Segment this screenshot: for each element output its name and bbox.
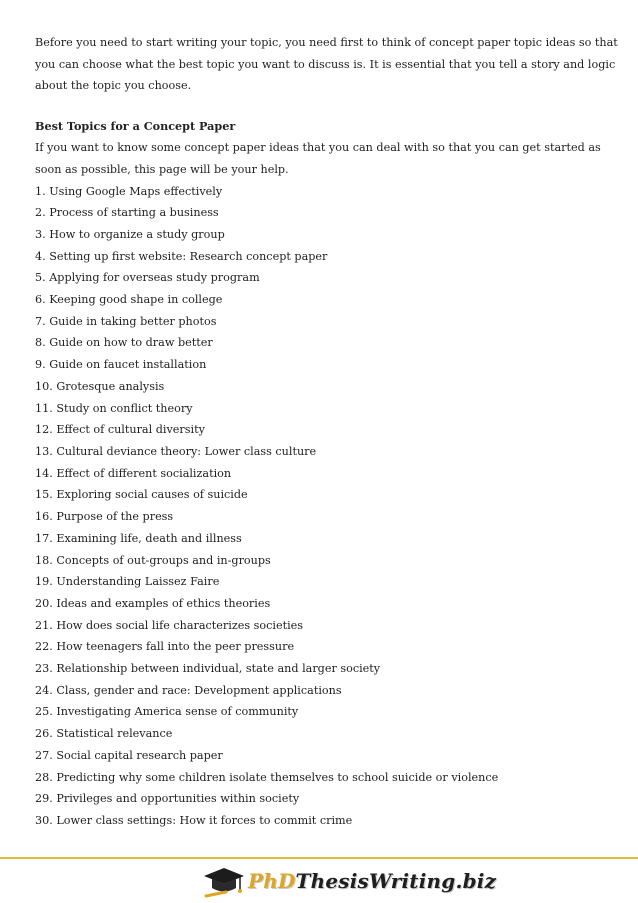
- topic-item: 28. Predicting why some children isolate themselves to school suicide or violence: [35, 770, 499, 784]
- footer-rule: [0, 857, 638, 859]
- topic-item: 14. Effect of different socialization: [35, 466, 232, 480]
- intro-paragraph: Before you need to start writing your topic, you need first to think of concept paper topic ideas so that you can choose what the best topic you want to discuss is. It is essential that you tell a story and logic about the topic you choose.: [35, 36, 618, 93]
- topic-item: 25. Investigating America sense of community: [35, 705, 299, 719]
- topic-item: 17. Examining life, death and illness: [35, 531, 242, 545]
- logo-text: [248, 869, 496, 893]
- topic-item: 4. Setting up first website: Research concept paper: [35, 249, 328, 263]
- topic-item: 23. Relationship between individual, state and larger society: [35, 662, 381, 676]
- logo-text-site: ThesisWriting.biz: [295, 869, 497, 893]
- topic-item: 21. How does social life characterizes societies: [35, 618, 304, 632]
- topic-item: 10. Grotesque analysis: [35, 379, 165, 393]
- footer-logo[interactable]: [200, 862, 497, 900]
- topic-item: 27. Social capital research paper: [35, 748, 223, 762]
- topic-item: 29. Privileges and opportunities within society: [35, 792, 300, 806]
- logo-text-phd: PhD: [248, 869, 296, 893]
- topic-item: 22. How teenagers fall into the peer pressure: [35, 640, 295, 654]
- section-heading: Best Topics for a Concept Paper: [35, 118, 236, 133]
- topic-item: 15. Exploring social causes of suicide: [35, 488, 248, 502]
- topic-item: 3. How to organize a study group: [35, 227, 225, 241]
- topic-item: 2. Process of starting a business: [35, 206, 219, 220]
- topic-item: 6. Keeping good shape in college: [35, 293, 223, 307]
- topic-item: 30. Lower class settings: How it forces to commit crime: [35, 813, 353, 827]
- graduation-cap-icon: [200, 862, 246, 900]
- topic-item: 16. Purpose of the press: [35, 510, 174, 524]
- topic-item: 24. Class, gender and race: Development applications: [35, 683, 342, 697]
- topic-item: 5. Applying for overseas study program: [35, 271, 260, 285]
- topic-item: 7. Guide in taking better photos: [35, 314, 217, 328]
- topic-item: 9. Guide on faucet installation: [35, 358, 207, 372]
- topic-item: 11. Study on conflict theory: [35, 401, 193, 415]
- topic-item: 20. Ideas and examples of ethics theories: [35, 596, 271, 610]
- topic-item: 13. Cultural deviance theory: Lower class culture: [35, 445, 317, 458]
- topic-item: 1. Using Google Maps effectively: [35, 184, 223, 198]
- topic-list: [35, 181, 620, 832]
- topic-item: 12. Effect of cultural diversity: [35, 423, 205, 437]
- topic-item: 19. Understanding Laissez Faire: [35, 575, 220, 589]
- topic-item: 26. Statistical relevance: [35, 727, 173, 741]
- document-body: [35, 32, 620, 832]
- topic-item: 18. Concepts of out-groups and in-groups: [35, 553, 271, 567]
- topic-item: 8. Guide on how to draw better: [35, 336, 213, 350]
- lead-paragraph: If you want to know some concept paper ideas that you can deal with so that you can get started as soon as possible, this page will be your help.: [35, 141, 601, 176]
